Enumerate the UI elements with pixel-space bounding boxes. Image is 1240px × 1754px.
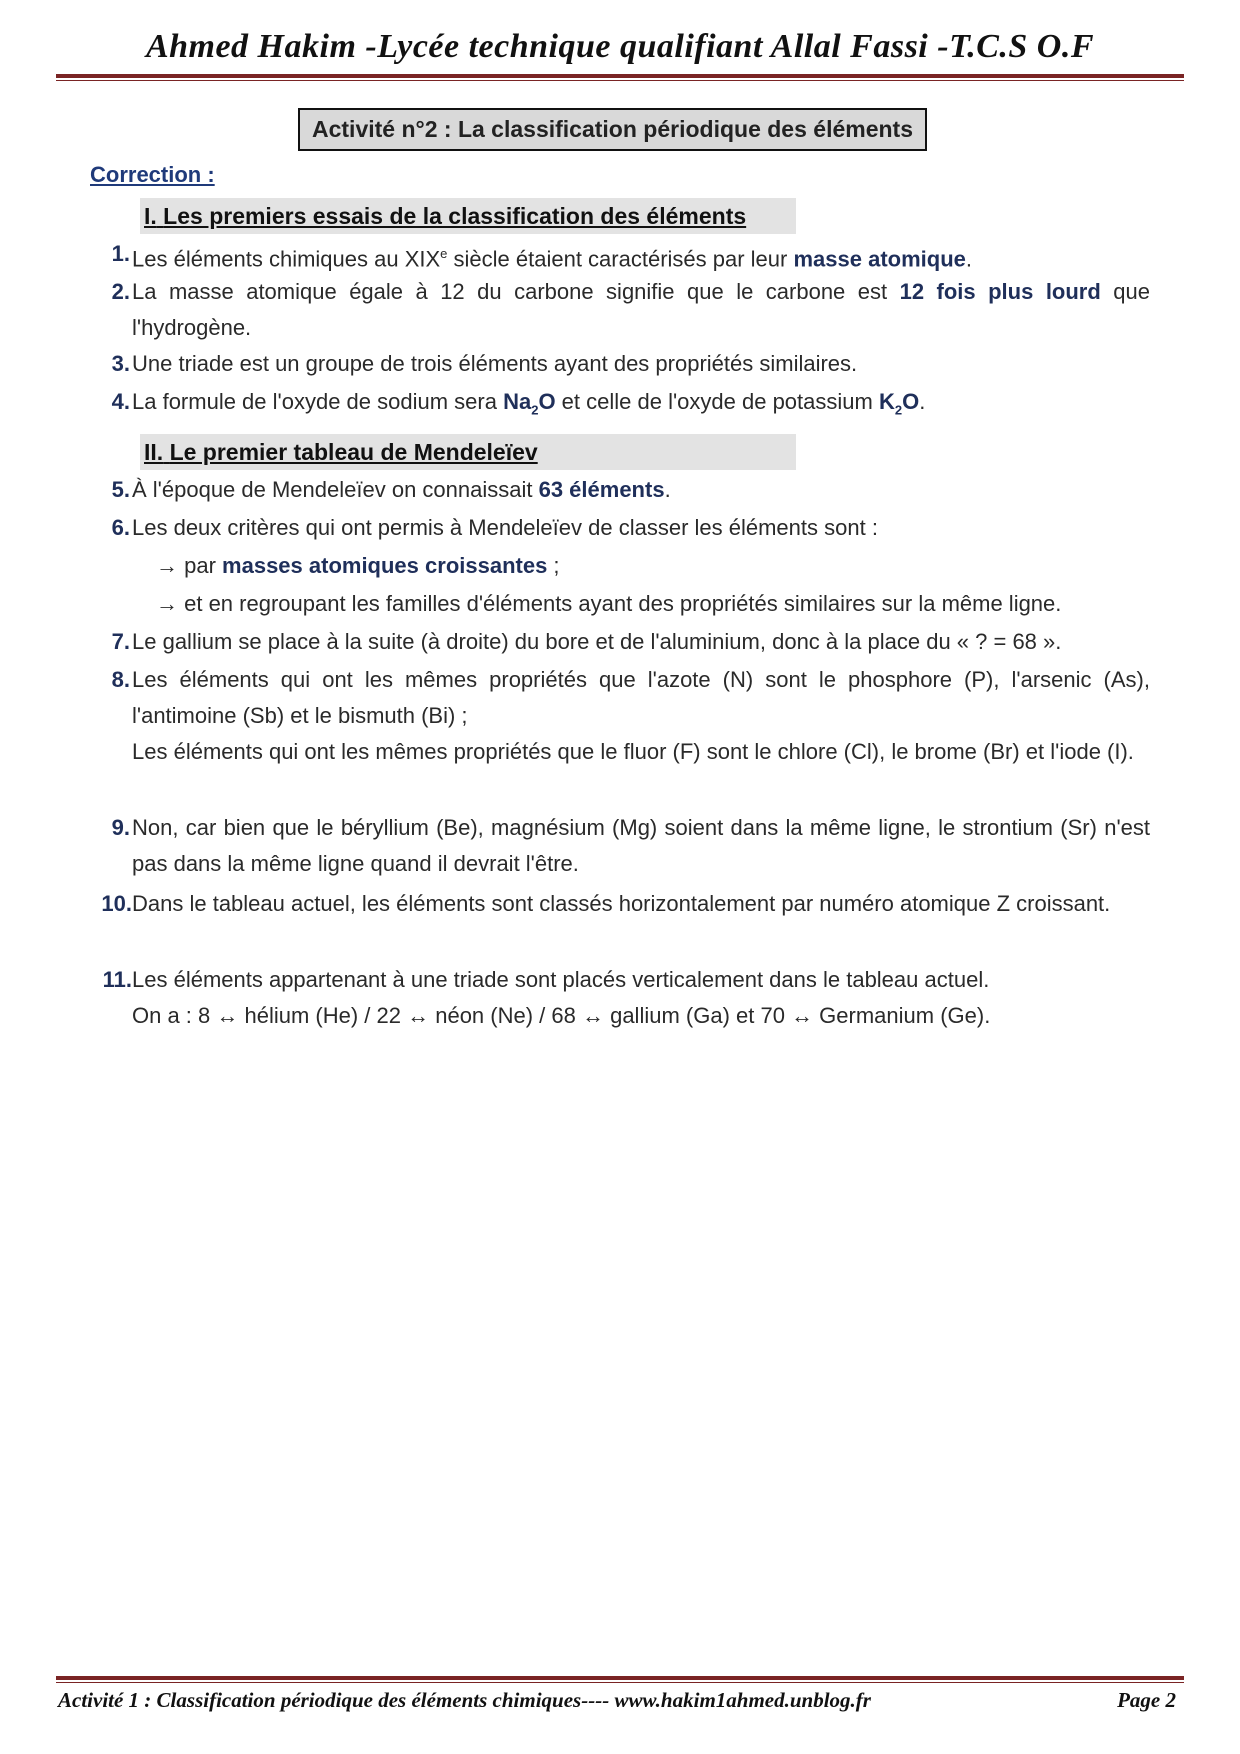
item-number: 2. <box>111 279 130 304</box>
footer-rule-thin <box>56 1682 1184 1683</box>
header-rule-thin <box>56 80 1184 81</box>
footer-text: Activité 1 : Classification périodique des éléments chimiques---- www.hakim1ahmed.unblog.fr <box>58 1688 871 1712</box>
list-item-5: 5. À l'époque de Mendeleïev on connaissait 63 éléments. <box>100 472 1150 508</box>
page-footer <box>58 1688 1182 1713</box>
arrow-right-icon: → <box>156 553 178 578</box>
activity-title: Activité n°2 : La classification périodique des éléments <box>298 108 927 151</box>
list-item-10: 10. Dans le tableau actuel, les éléments sont classés horizontalement par numéro atomique Z croissant. <box>88 886 1138 922</box>
header-rule <box>56 74 1184 78</box>
footer-rule <box>56 1676 1184 1680</box>
list-item-6: 6. Les deux critères qui ont permis à Mendeleïev de classer les éléments sont : <box>100 510 1150 546</box>
list-item-9: 9. Non, car bien que le béryllium (Be), magnésium (Mg) soient dans la même ligne, le strontium (Sr) n'est pas dans la même ligne quand il devrait l'être. <box>100 810 1150 882</box>
list-item-11: 11. Les éléments appartenant à une triade sont placés verticalement dans le tableau actuel. On a : 8 ↔ hélium (He) / 22 ↔ néon (Ne) / 68 ↔ gallium (Ga) et 70 ↔ Germanium (Ge). <box>88 962 1138 1034</box>
list-item-2: 2. La masse atomique égale à 12 du carbone signifie que le carbone est 12 fois plus lourd que l'hydrogène. <box>100 274 1150 346</box>
item-number: 9. <box>111 815 130 840</box>
section-1-text: I. Les premiers essais de la classification des éléments <box>144 203 747 229</box>
item-number: 6. <box>111 515 130 540</box>
list-item-8: 8. Les éléments qui ont les mêmes propriétés que l'azote (N) sont le phosphore (P), l'arsenic (As), l'antimoine (Sb) et le bismuth (Bi) ; Les éléments qui ont les mêmes propriétés que le fluor (F) sont le chlore (Cl), le brome (Br) et l'iode (I). <box>100 662 1150 770</box>
item-number: 1. <box>111 241 130 266</box>
item-number: 7. <box>111 629 130 654</box>
item-number: 8. <box>111 667 130 692</box>
section-2-heading <box>140 434 796 470</box>
list-item-3: 3. Une triade est un groupe de trois éléments ayant des propriétés similaires. <box>100 346 1150 382</box>
arrow-right-icon: → <box>156 591 178 616</box>
correction-label: Correction : <box>90 162 215 187</box>
item-number: 11. <box>102 967 132 992</box>
page-header-title: Ahmed Hakim -Lycée technique qualifiant Allal Fassi -T.C.S O.F <box>145 28 1095 65</box>
criteria-line-2: → et en regroupant les familles d'éléments ayant des propriétés similaires sur la même ligne. <box>156 591 1062 616</box>
section-1-heading <box>140 198 796 234</box>
item-number: 4. <box>111 389 130 414</box>
list-item-7: 7. Le gallium se place à la suite (à droite) du bore et de l'aluminium, donc à la place du « ? = 68 ». <box>100 624 1150 660</box>
list-item-4: 4. La formule de l'oxyde de sodium sera $Na_2O$ et celle de l'oxyde de potassium $K_2O$. <box>100 384 1150 428</box>
item-number: 3. <box>111 351 130 376</box>
list-item-1: 1. Les éléments chimiques au XIXe siècle étaient caractérisés par leur masse atomique. <box>100 236 1150 277</box>
criteria-line-1: → par masses atomiques croissantes ; <box>156 553 560 578</box>
page-number: Page 2 <box>1117 1688 1176 1712</box>
item-number: 5. <box>111 477 130 502</box>
item-number: 10. <box>101 891 132 916</box>
section-2-text: II. Le premier tableau de Mendeleïev <box>144 439 538 465</box>
